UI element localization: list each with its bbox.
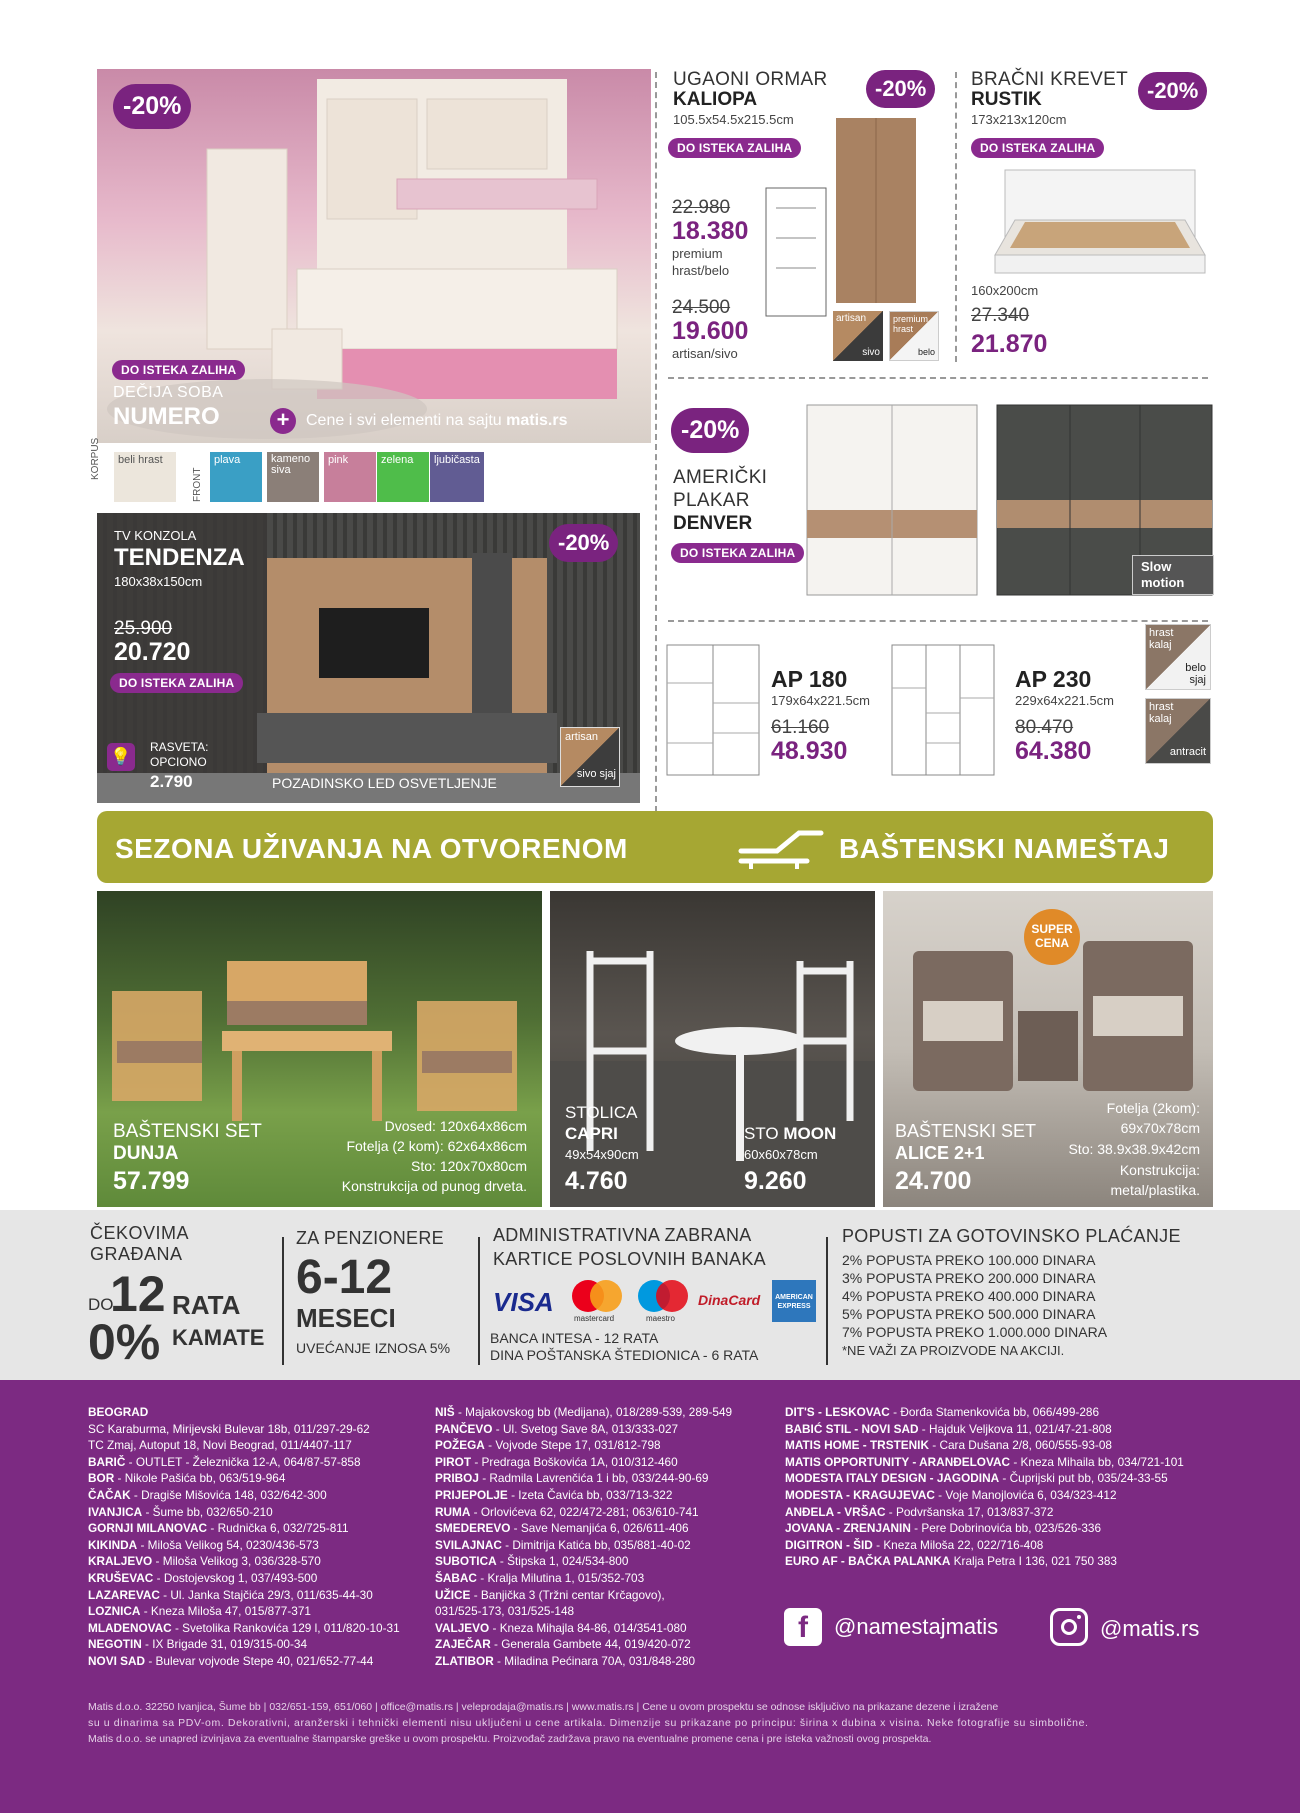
- stores.col1-store-9: KRUŠEVAC - Dostojevskog 1, 037/493-500: [88, 1570, 318, 1585]
- dunja-spec-1: Dvosed: 120x64x86cm: [384, 1118, 527, 1134]
- banner-left-text: SEZONA UŽIVANJA NA OTVORENOM: [115, 833, 628, 864]
- rustik-size: 160x200cm: [971, 283, 1039, 298]
- stores.col1-store-5: IVANJICA - Šume bb, 032/650-210: [88, 1504, 273, 1519]
- ap230-sw2-hrast: hrast kalaj: [1149, 701, 1174, 725]
- stores-col-3: [785, 1404, 1184, 1570]
- korpus-label: KORPUS: [90, 437, 101, 480]
- ap230-swatch-belo: [1145, 624, 1211, 690]
- pension-note: UVEĆANJE IZNOSA 5%: [296, 1340, 451, 1356]
- maestro-label: maestro: [646, 1314, 675, 1323]
- tendenza-name: TENDENZA: [114, 544, 245, 571]
- kaliopa-new-price-1: 18.380: [672, 217, 749, 245]
- denver-wardrobe-white: [802, 400, 982, 600]
- stores.col2-store-5: PRIJEPOLJE - Izeta Čavića bb, 033/713-322: [435, 1487, 673, 1502]
- alice-spec-1: Fotelja (2kom):: [1106, 1100, 1200, 1116]
- footer-line-1: Matis d.o.o. 32250 Ivanjica, Šume bb | 032/651-159, 651/060 | office@matis.rs | veleprodaja@matis.rs | www.matis.rs | Cene u ovom prospektu se odnose isključivo na prikazane dezene i izražene: [88, 1701, 999, 1713]
- tendenza-category: TV KONZOLA: [114, 528, 197, 543]
- store-city-beograd: BEOGRAD: [88, 1405, 149, 1419]
- tendenza-new-price: 20.720: [114, 638, 191, 666]
- moon-category: STO: [744, 1124, 784, 1143]
- ap230-sw1-hrast: hrast kalaj: [1149, 627, 1174, 651]
- stores.col2-store-15: ZLATIBOR - Miladina Pećinara 70A, 031/848-280: [435, 1653, 696, 1668]
- slow-motion-line1: Slow: [1141, 559, 1172, 574]
- super-cena-line2: CENA: [1034, 936, 1069, 950]
- stores.col2-store-13: VALJEVO - Kneza Mihajla 84-86, 014/3541-080: [435, 1620, 687, 1635]
- stores.col3-store-3: MATIS OPPORTUNITY - ARANĐELOVAC - Kneza Mihaila bb, 034/721-101: [785, 1454, 1184, 1469]
- capri-price: 4.760: [565, 1167, 628, 1195]
- stores.col3-store-8: DIGITRON - ŠID - Kneza Miloša 22, 022/716-408: [785, 1537, 1044, 1552]
- kaliopa-finish-2: artisan/sivo: [672, 346, 738, 361]
- dunja-name: DUNJA: [113, 1143, 179, 1164]
- dunja-category: BAŠTENSKI SET: [113, 1121, 262, 1142]
- amex-logo: AMERICAN EXPRESS: [772, 1280, 816, 1322]
- denver-category-1: AMERIČKI: [673, 467, 768, 488]
- mastercard-logo: [570, 1280, 626, 1326]
- bulb-icon: 💡: [107, 743, 135, 771]
- stores.col1-store-7: KIKINDA - Miloša Velikog 54, 0230/436-573: [88, 1537, 319, 1552]
- kaliopa-finish-1a: premium: [672, 246, 723, 261]
- tendenza-dims: 180x38x150cm: [114, 574, 203, 589]
- cash-line-4: 5% POPUSTA PREKO 500.000 DINARA: [842, 1306, 1096, 1322]
- cash-line-3: 4% POPUSTA PREKO 400.000 DINARA: [842, 1288, 1096, 1304]
- bank-line-2: DINA POŠTANSKA ŠTEDIONICA - 6 RATA: [490, 1347, 759, 1363]
- cash-line-2: 3% POPUSTA PREKO 200.000 DINARA: [842, 1270, 1096, 1286]
- stores.col1-store-2: BARIČ - OUTLET - Železnička 12-A, 064/87-57-858: [88, 1454, 361, 1469]
- alice-price: 24.700: [895, 1167, 972, 1195]
- numero-stock-label: DO ISTEKA ZALIHA: [112, 360, 245, 380]
- cash-line-5: 7% POPUSTA PREKO 1.000.000 DINARA: [842, 1324, 1108, 1340]
- cek-rata: RATA: [172, 1290, 241, 1320]
- ap180-old-price: 61.160: [771, 717, 830, 738]
- stores.col1-store-12: MLADENOVAC - Svetolika Rankovića 129 l, 011/820-10-31: [88, 1620, 400, 1635]
- stores.col3-store-4: MODESTA ITALY DESIGN - JAGODINA - Čuprijski put bb, 035/24-33-55: [785, 1471, 1168, 1486]
- numero-discount-badge: -20%: [113, 84, 191, 129]
- capri-name: CAPRI: [565, 1124, 618, 1143]
- plus-icon: +: [270, 408, 296, 434]
- admin-title-1: ADMINISTRATIVNA ZABRANA: [493, 1225, 752, 1245]
- rustik-dims: 173x213x120cm: [971, 112, 1067, 127]
- alice-category: BAŠTENSKI SET: [895, 1121, 1037, 1141]
- stores.col2-store-7: SMEDEREVO - Save Nemanjića 6, 026/611-406: [435, 1521, 689, 1536]
- denver-stock-label: DO ISTEKA ZALIHA: [671, 543, 804, 563]
- tendenza-sw-sivo-sjaj: sivo sjaj: [576, 768, 616, 780]
- dunja-price: 57.799: [113, 1167, 190, 1195]
- stores.col2-store-1: PANČEVO - Ul. Svetog Save 8A, 013/333-027: [435, 1421, 679, 1436]
- rustik-name: RUSTIK: [971, 89, 1042, 110]
- stores.col3-store-2: MATIS HOME - TRSTENIK - Cara Dušana 2/8, 060/555-93-08: [785, 1438, 1112, 1453]
- ap230-swatch-antracit: [1145, 698, 1211, 764]
- stores.col2-store-8: SVILAJNAC - Dimitrija Katića bb, 035/881-40-02: [435, 1537, 691, 1552]
- instagram-handle[interactable]: @matis.rs: [1100, 1616, 1200, 1641]
- swatch-ljubicasta: ljubičasta: [430, 452, 484, 502]
- ap230-sw1-belo: belo sjaj: [1185, 662, 1206, 686]
- stores.col3-store-5: MODESTA - KRAGUJEVAC - Voje Manojlovića 6, 034/323-412: [785, 1487, 1117, 1502]
- pension-big: 6-12: [296, 1251, 393, 1304]
- cash-note: *NE VAŽI ZA PROIZVODE NA AKCIJI.: [842, 1343, 1065, 1358]
- alice-spec-2: 69x70x78cm: [1120, 1120, 1200, 1136]
- facebook-handle[interactable]: @namestajmatis: [834, 1614, 999, 1639]
- maestro-logo: [636, 1280, 692, 1326]
- kaliopa-old-price-2: 24.500: [672, 297, 731, 318]
- kaliopa-stock-label: DO ISTEKA ZALIHA: [668, 138, 801, 158]
- numero-name: NUMERO: [113, 403, 220, 430]
- stores.col1-store-14: NOVI SAD - Bulevar vojvode Stepe 40, 021/652-77-44: [88, 1653, 374, 1668]
- dinacard-logo: DinaCard: [698, 1292, 761, 1308]
- stores.col1-store-8: KRALJEVO - Miloša Velikog 3, 036/328-570: [88, 1554, 321, 1569]
- kaliopa-sw-artisan: artisan: [836, 313, 867, 324]
- mastercard-label: mastercard: [574, 1314, 615, 1323]
- ap180-dims: 179x64x221.5cm: [771, 693, 871, 708]
- moon-title: [744, 1124, 836, 1144]
- stores.col1-store-6: GORNJI MILANOVAC - Rudnička 6, 032/725-811: [88, 1521, 349, 1536]
- stores.col1-store-11: LOZNICA - Kneza Miloša 47, 015/877-371: [88, 1604, 311, 1619]
- visa-logo: VISA: [493, 1287, 554, 1317]
- kaliopa-swatch-premium: [889, 311, 939, 361]
- divider-vertical-1: [655, 72, 657, 812]
- cek-do: DO: [88, 1295, 114, 1314]
- stores.col2-store-0: NIŠ - Majakovskog bb (Medijana), 018/289-539, 289-549: [435, 1405, 733, 1419]
- stores.col3-store-0: DIT'S - LESKOVAC - Đorđa Stamenkovića bb, 066/499-286: [785, 1405, 1100, 1419]
- cek-kamate: KAMATE: [172, 1325, 265, 1350]
- rustik-illustration: [985, 160, 1215, 290]
- ap230-sw2-antracit: antracit: [1169, 746, 1206, 758]
- numero-site-url[interactable]: matis.rs: [506, 412, 568, 429]
- denver-discount-badge: -20%: [671, 408, 749, 453]
- denver-name: DENVER: [673, 513, 753, 534]
- tendenza-sw-artisan: artisan: [565, 731, 599, 743]
- slow-motion-badge: [1132, 555, 1214, 595]
- divider-horizontal-1: [668, 377, 1208, 379]
- kaliopa-name: KALIOPA: [673, 89, 758, 110]
- tendenza-led: POZADINSKO LED OSVETLJENJE: [272, 775, 497, 791]
- stores.col2-store-10: ŠABAC - Kralja Milutina 1, 015/352-703: [435, 1570, 645, 1585]
- stores.col2-store-6: RUMA - Orlovićeva 62, 022/472-281; 063/610-741: [435, 1504, 699, 1519]
- tendenza-swatch: [560, 727, 620, 787]
- stores.col1-store-4: ČAČAK - Dragiše Mišovića 148, 032/642-300: [88, 1487, 327, 1502]
- tendenza-light-price: 2.790: [150, 772, 193, 791]
- bank-line-1: BANCA INTESA - 12 RATA: [490, 1330, 659, 1346]
- numero-category: DEČIJA SOBA: [113, 384, 224, 401]
- numero-site-note: Cene i svi elementi na sajtu matis.rs: [306, 412, 568, 429]
- ap230-old-price: 80.470: [1015, 717, 1074, 738]
- tendenza-stock-label: DO ISTEKA ZALIHA: [110, 673, 243, 693]
- stores.col2-store-12: 031/525-173, 031/525-148: [435, 1604, 575, 1619]
- stores-col-1: [88, 1404, 400, 1670]
- capri-category: STOLICA: [565, 1103, 638, 1122]
- rustik-category: BRAČNI KREVET: [971, 69, 1128, 90]
- stores.col3-store-6: ANĐELA - VRŠAC - Podvršanska 17, 013/837-372: [785, 1504, 1054, 1519]
- footer-line-2: su u dinarima sa PDV-om. Dekorativni, aranžerski i tehnički elementi nisu uključeni u cene artikala. Dimenzije su prikazane po principu: širina x dubina x visina. Neke fotografije su simbolične.: [88, 1717, 1089, 1729]
- stores.col3-store-1: BABIĆ STIL - NOVI SAD - Hajduk Veljkova 11, 021/47-21-808: [785, 1421, 1112, 1436]
- store-list-col1: [88, 1421, 400, 1670]
- instagram-icon[interactable]: [1050, 1608, 1088, 1646]
- stores-col-2: [435, 1404, 732, 1670]
- kaliopa-finish-1b: hrast/belo: [672, 263, 730, 278]
- stores.col1-store-10: LAZAREVAC - Ul. Janka Stajčića 29/3, 011/635-44-30: [88, 1587, 373, 1602]
- stores.col2-store-14: ZAJEČAR - Generala Gambete 44, 019/420-072: [435, 1637, 691, 1652]
- lounger-icon: [737, 825, 827, 871]
- alice-name: ALICE 2+1: [895, 1143, 985, 1163]
- ap230-illustration: [890, 643, 1000, 783]
- moon-name: MOON: [783, 1124, 837, 1143]
- stores.col2-store-11: UŽICE - Banjička 3 (Tržni centar Krčagovo),: [435, 1587, 665, 1602]
- divider-horizontal-2: [668, 620, 1208, 622]
- ap230-name: AP 230: [1015, 666, 1092, 692]
- kaliopa-swatch-artisan: [833, 311, 883, 361]
- rustik-stock-label: DO ISTEKA ZALIHA: [971, 138, 1104, 158]
- stores.col2-store-3: PIROT - Predraga Boškovića 1A, 010/312-460: [435, 1454, 678, 1469]
- cash-title: POPUSTI ZA GOTOVINSKO PLAĆANJE: [842, 1226, 1181, 1246]
- swatch-pink: pink: [324, 452, 376, 502]
- stores.col2-store-4: PRIBOJ - Radmila Lavrenčića 1 i bb, 033/244-90-69: [435, 1471, 709, 1486]
- kaliopa-old-price-1: 22.980: [672, 197, 731, 218]
- denver-category-2: PLAKAR: [673, 490, 750, 511]
- alice-spec-3: Sto: 38.9x38.9x42cm: [1068, 1141, 1200, 1157]
- stores.col3-store-7: JOVANA - ZRENJANIN - Pere Dobrinovića bb, 023/526-336: [785, 1521, 1102, 1536]
- pension-months: MESECI: [296, 1303, 396, 1333]
- cek-title-1: ČEKOVIMA: [90, 1223, 190, 1243]
- rustik-old-price: 27.340: [971, 305, 1030, 326]
- pension-title: ZA PENZIONERE: [296, 1228, 444, 1248]
- kaliopa-category: UGAONI ORMAR: [673, 69, 828, 90]
- kaliopa-new-price-2: 19.600: [672, 317, 749, 345]
- divider-vertical-2: [955, 72, 957, 362]
- kaliopa-sw-premium: premium hrast: [893, 314, 929, 334]
- stores.col1-store-13: NEGOTIN - IX Brigade 31, 019/315-00-34: [88, 1637, 308, 1652]
- admin-title-2: KARTICE POSLOVNIH BANAKA: [493, 1249, 766, 1269]
- cash-line-1: 2% POPUSTA PREKO 100.000 DINARA: [842, 1252, 1096, 1268]
- swatch-plava: plava: [210, 452, 262, 502]
- tendenza-discount-badge: -20%: [549, 524, 618, 562]
- rustik-discount-badge: -20%: [1138, 72, 1207, 110]
- rustik-new-price: 21.870: [971, 330, 1048, 358]
- ap230-dims: 229x64x221.5cm: [1015, 693, 1115, 708]
- slow-motion-line2: motion: [1141, 575, 1185, 590]
- super-cena-badge: [1024, 909, 1080, 965]
- moon-dims: 60x60x78cm: [744, 1147, 818, 1162]
- facebook-icon[interactable]: f: [784, 1608, 822, 1646]
- dunja-spec-2: Fotelja (2 kom): 62x64x86cm: [346, 1138, 527, 1154]
- kaliopa-sw-sivo: sivo: [862, 347, 880, 358]
- ap180-illustration: [665, 643, 765, 783]
- ap180-new-price: 48.930: [771, 737, 848, 765]
- stores.col2-store-2: POŽEGA - Vojvode Stepe 17, 031/812-798: [435, 1438, 661, 1453]
- dunja-spec-4: Konstrukcija od punog drveta.: [341, 1178, 527, 1194]
- swatch-beli-hrast: beli hrast: [114, 452, 176, 502]
- stores.col2-store-9: SUBOTICA - Štipska 1, 024/534-800: [435, 1554, 629, 1569]
- moon-price: 9.260: [744, 1167, 807, 1195]
- alice-spec-4: Konstrukcija:: [1119, 1162, 1200, 1178]
- front-label: FRONT: [192, 467, 203, 502]
- cek-twelve: 12: [110, 1266, 166, 1322]
- capri-dims: 49x54x90cm: [565, 1147, 639, 1162]
- cek-zero: 0%: [88, 1314, 161, 1370]
- kaliopa-discount-badge: -20%: [866, 70, 935, 108]
- payment-divider-2: [478, 1237, 480, 1365]
- ap230-new-price: 64.380: [1015, 737, 1092, 765]
- stores.col1-store-3: BOR - Nikole Pašića bb, 063/519-964: [88, 1471, 286, 1486]
- tendenza-old-price: 25.900: [114, 618, 173, 639]
- swatch-zelena: zelena: [377, 452, 429, 502]
- stores.col1-store-1: TC Zmaj, Autoput 18, Novi Beograd, 011/4407-117: [88, 1438, 352, 1453]
- alice-spec-5: metal/plastika.: [1110, 1182, 1200, 1198]
- tendenza-light-2: OPCIONO: [150, 755, 207, 769]
- stores.col3-store-9: EURO AF - BAČKA PALANKA Kralja Petra I 136, 021 750 383: [785, 1554, 1117, 1569]
- kaliopa-sw-belo: belo: [917, 347, 935, 357]
- footer-line-3: Matis d.o.o. se unapred izvinjava za eventualne štamparske greške u ovom prospektu. Proizvođač zadržava pravo na eventualne promene cena i pre isteka važnosti ovog prospekta.: [88, 1733, 932, 1745]
- super-cena-line1: SUPER: [1031, 922, 1073, 936]
- garden-banner: [97, 811, 1213, 883]
- dunja-spec-3: Sto: 120x70x80cm: [411, 1158, 527, 1174]
- payment-divider-3: [826, 1237, 828, 1365]
- payment-divider-1: [282, 1237, 284, 1365]
- banner-right-text: BAŠTENSKI NAMEŠTAJ: [839, 833, 1170, 864]
- stores.col1-store-0: SC Karaburma, Mirijevski Bulevar 18b, 011/297-29-62: [88, 1421, 370, 1436]
- kaliopa-illustration: [762, 108, 932, 323]
- tendenza-light-1: RASVETA:: [150, 740, 209, 754]
- cek-title-2: GRAĐANA: [90, 1244, 183, 1264]
- swatch-kameno-siva: kameno siva: [267, 452, 319, 502]
- ap180-name: AP 180: [771, 666, 848, 692]
- kaliopa-dims: 105.5x54.5x215.5cm: [673, 112, 794, 127]
